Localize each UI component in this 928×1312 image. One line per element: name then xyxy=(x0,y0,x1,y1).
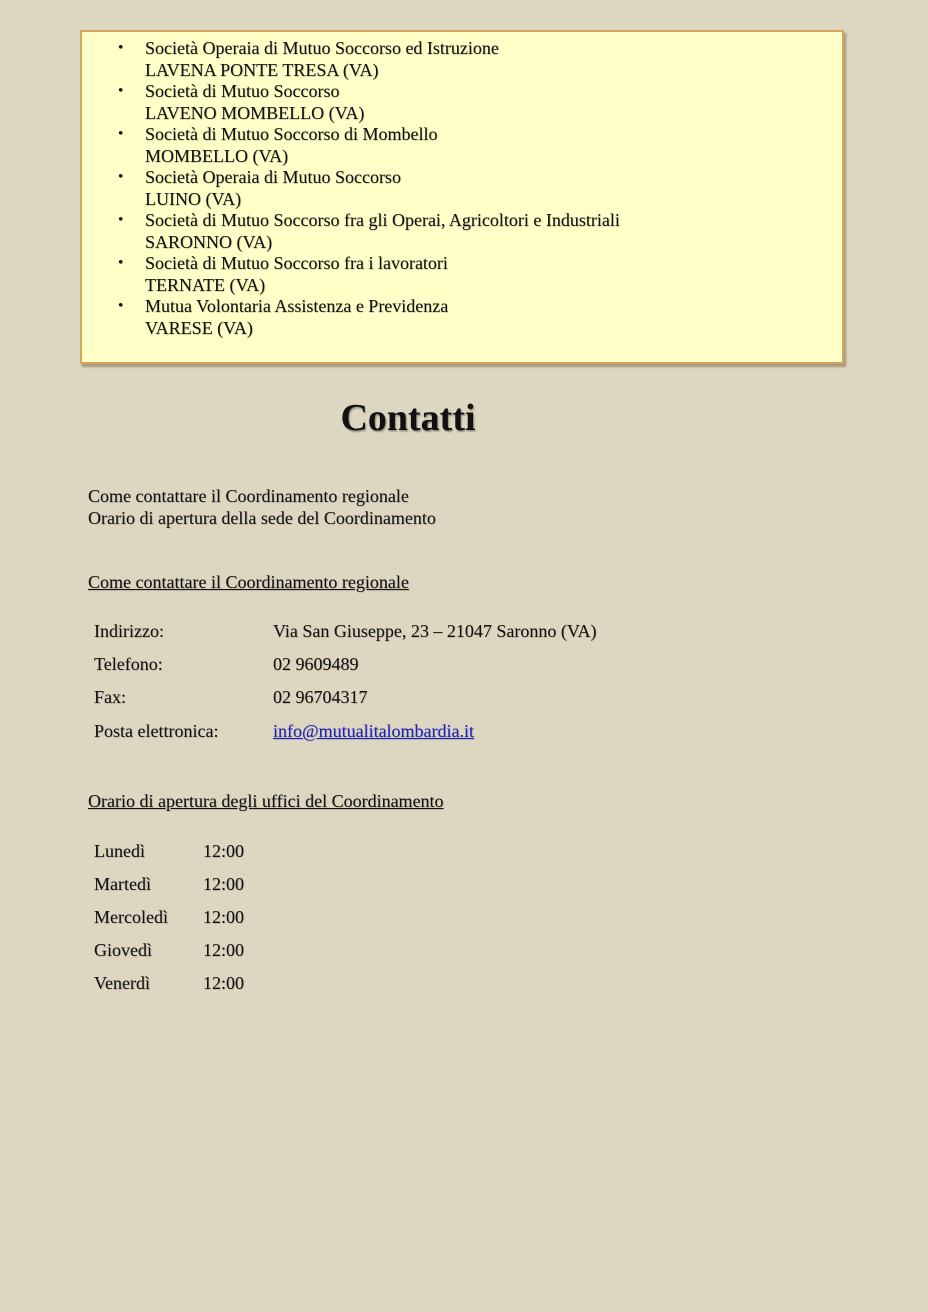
contact-section-heading: Come contattare il Coordinamento regionale xyxy=(88,572,409,592)
email-link[interactable]: info@mutualitalombardia.it xyxy=(273,721,475,741)
fax-value: 02 96704317 xyxy=(273,687,368,707)
bullet-icon: • xyxy=(118,298,124,314)
society-city: LAVENA PONTE TRESA (VA) xyxy=(145,59,379,80)
phone-label: Telefono: xyxy=(94,654,163,674)
email-label: Posta elettronica: xyxy=(94,721,219,741)
bullet-icon: • xyxy=(118,83,124,99)
society-name: Società di Mutuo Soccorso fra gli Operai, Agricoltori e Industriali xyxy=(145,210,620,230)
day-label: Lunedì xyxy=(94,841,145,861)
bullet-icon: • xyxy=(118,255,124,271)
bullet-icon: • xyxy=(118,169,124,185)
day-label: Martedì xyxy=(94,874,151,894)
day-label: Venerdì xyxy=(94,973,150,993)
day-time: 12:00 xyxy=(203,940,245,960)
list-item xyxy=(116,296,620,339)
phone-value: 02 9609489 xyxy=(273,654,359,674)
bullet-icon: • xyxy=(118,40,124,56)
list-item xyxy=(116,81,620,124)
society-city: VARESE (VA) xyxy=(145,317,253,338)
society-city: MOMBELLO (VA) xyxy=(145,145,289,166)
society-city: LAVENO MOMBELLO (VA) xyxy=(145,102,365,123)
society-city: LUINO (VA) xyxy=(145,188,242,209)
list-item xyxy=(116,38,620,81)
list-item xyxy=(116,210,620,253)
day-label: Giovedì xyxy=(94,940,152,960)
societies-panel xyxy=(80,30,844,364)
index-link-contact[interactable]: Come contattare il Coordinamento regionale xyxy=(88,486,409,506)
day-time: 12:00 xyxy=(203,907,245,927)
day-time: 12:00 xyxy=(203,874,245,894)
list-item xyxy=(116,253,620,296)
society-name: Società di Mutuo Soccorso xyxy=(145,81,340,101)
day-time: 12:00 xyxy=(203,973,245,993)
society-name: Società Operaia di Mutuo Soccorso xyxy=(145,167,401,187)
address-label: Indirizzo: xyxy=(94,621,164,641)
society-name: Società Operaia di Mutuo Soccorso ed Istruzione xyxy=(145,38,499,58)
fax-label: Fax: xyxy=(94,687,127,707)
list-item xyxy=(116,167,620,210)
list-item xyxy=(116,124,620,167)
address-value: Via San Giuseppe, 23 – 21047 Saronno (VA) xyxy=(273,621,597,641)
day-time: 12:00 xyxy=(203,841,245,861)
bullet-icon: • xyxy=(118,126,124,142)
index-link-hours[interactable]: Orario di apertura della sede del Coordinamento xyxy=(88,508,436,528)
society-name: Mutua Volontaria Assistenza e Previdenza xyxy=(145,296,449,316)
day-label: Mercoledì xyxy=(94,907,168,927)
societies-list xyxy=(116,38,620,339)
bullet-icon: • xyxy=(118,212,124,228)
hours-section-heading: Orario di apertura degli uffici del Coordinamento xyxy=(88,791,444,811)
society-name: Società di Mutuo Soccorso fra i lavoratori xyxy=(145,253,448,273)
society-name: Società di Mutuo Soccorso di Mombello xyxy=(145,124,438,144)
society-city: TERNATE (VA) xyxy=(145,274,266,295)
page-title: Contatti xyxy=(340,397,476,439)
society-city: SARONNO (VA) xyxy=(145,231,273,252)
